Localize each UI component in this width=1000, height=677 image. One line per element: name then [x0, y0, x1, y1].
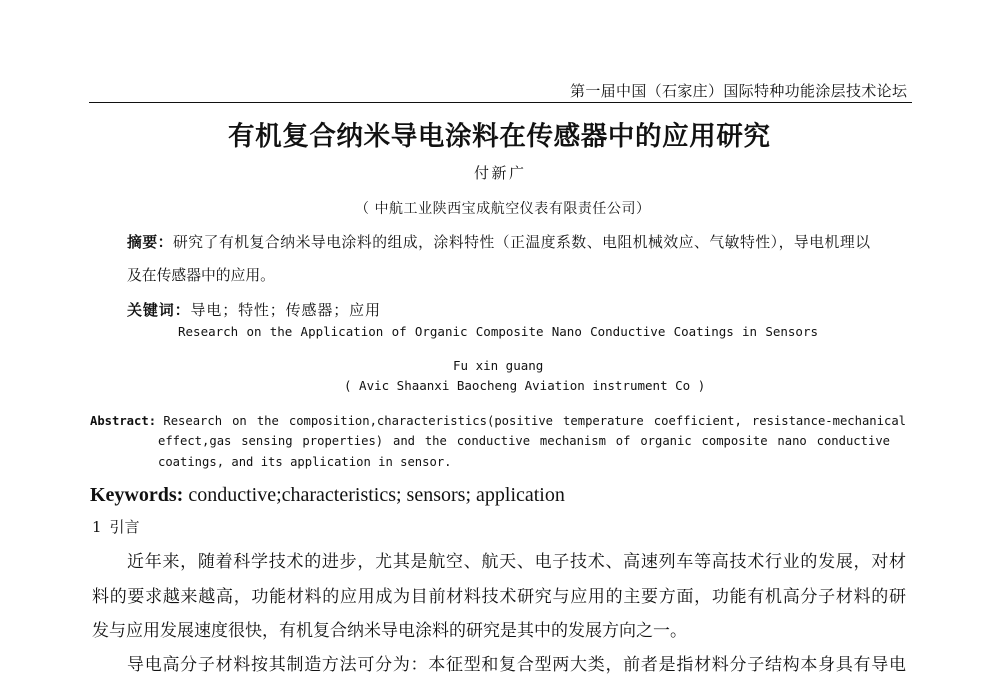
abstract-en-label: Abstract: — [90, 414, 157, 428]
keywords-cn-text: 导电；特性；传感器；应用 — [190, 301, 380, 319]
abstract-cn-text: 研究了有机复合纳米导电涂料的组成，涂料特性（正温度系数、电阻机械效应、气敏特性），导电机理以 — [172, 234, 870, 251]
body-line: 料的要求越来越高，功能材料的应用成为目前材料技术研究与应用的主要方面，功能有机高分子材料的研 — [92, 587, 906, 607]
body-line: 导电高分子材料按其制造方法可分为：本征型和复合型两大类，前者是指材料分子结构本身具有导电 — [127, 655, 906, 675]
header-rule — [89, 102, 912, 103]
keywords-cn — [127, 301, 380, 319]
abstract-en-line: effect,gas sensing properties) and the conductive mechanism of organic composite nano conductive — [158, 434, 890, 448]
abstract-cn-label: 摘要： — [127, 234, 173, 251]
author-affiliation: （ 中航工业陕西宝成航空仪表有限责任公司） — [355, 201, 650, 217]
body-line: 发与应用发展速度很快，有机复合纳米导电涂料的研究是其中的发展方向之一。 — [92, 621, 687, 641]
abstract-cn-line — [127, 234, 870, 252]
abstract-en-text: Research on the composition,characteristics(positive temperature coefficient, resistance-mechanical — [163, 414, 906, 428]
section-heading — [92, 517, 140, 537]
author-affiliation-en: ( Avic Shaanxi Baocheng Aviation instrument Co ) — [344, 378, 706, 393]
section-title: 引言 — [109, 518, 140, 536]
keywords-cn-label: 关键词： — [127, 301, 191, 319]
abstract-en-line — [90, 413, 906, 429]
abstract-en-line: coatings, and its application in sensor. — [158, 455, 452, 469]
section-number: 1 — [92, 518, 102, 536]
keywords-en-text: conductive;characteristics; sensors; application — [188, 484, 565, 506]
author-name: 付新广 — [474, 164, 524, 182]
running-header: 第一届中国（石家庄）国际特种功能涂层技术论坛 — [570, 82, 907, 100]
paper-title: 有机复合纳米导电涂料在传感器中的应用研究 — [228, 121, 770, 152]
author-name-en: Fu xin guang — [453, 358, 544, 373]
keywords-en — [90, 483, 565, 507]
keywords-en-label: Keywords: — [90, 484, 184, 506]
body-line: 近年来，随着科学技术的进步，尤其是航空、航天、电子技术、高速列车等高技术行业的发展，对材 — [127, 552, 906, 572]
title-en: Research on the Application of Organic Composite Nano Conductive Coatings in Sensors — [178, 324, 818, 339]
abstract-cn-line: 及在传感器中的应用。 — [127, 267, 275, 284]
